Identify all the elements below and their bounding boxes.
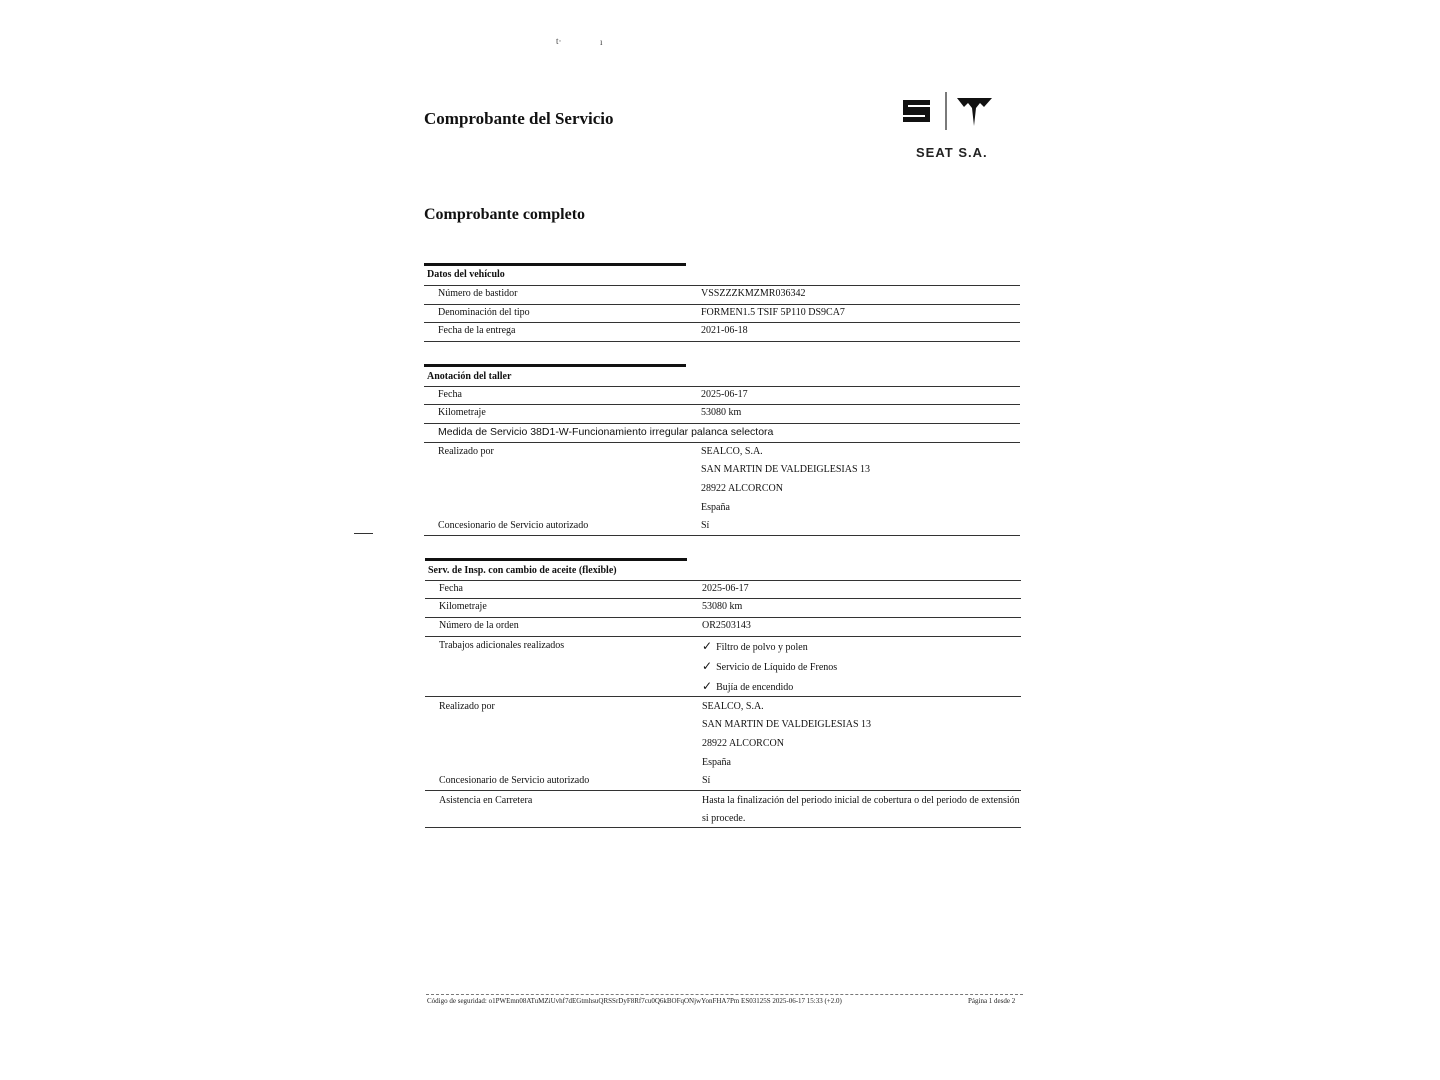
table-row xyxy=(425,601,1021,618)
table-row xyxy=(425,620,1021,637)
section-heading-row xyxy=(424,371,1020,387)
row-label: Kilometraje xyxy=(438,407,486,418)
row-value: VSSZZZKMZMR036342 xyxy=(701,288,806,299)
extra-work-label: Servicio de Líquido de Frenos xyxy=(716,662,838,673)
inspection-section xyxy=(425,558,1021,830)
row-label: Kilometraje xyxy=(439,601,487,612)
check-icon: ✓ xyxy=(702,639,713,653)
row-value: FORMEN1.5 TSIF 5P110 DS9CA7 xyxy=(701,307,845,318)
row-label: Realizado por xyxy=(438,446,494,457)
dealer-line: 28922 ALCORCON xyxy=(702,738,784,749)
dealer-line: SEALCO, S.A. xyxy=(701,446,763,457)
page-title: Comprobante del Servicio xyxy=(424,109,614,128)
row-label: Concesionario de Servicio autorizado xyxy=(438,520,589,531)
row-value: Sí xyxy=(702,775,711,786)
scan-artifact: ı xyxy=(600,37,603,47)
assist-line: si procede. xyxy=(702,813,746,824)
page-number: Página 1 desde 2 xyxy=(968,997,1016,1005)
table-row xyxy=(425,699,1021,791)
section-heading: Datos del vehículo xyxy=(427,269,505,280)
extra-work-item xyxy=(702,659,837,673)
security-code: Código de seguridad: o1PWEmn08ATuMZiUvhf7dEGtmhsuQRSSrDyF8Rf7cu0Q6kBOFqONjwYonFHA7Pm ES03125S 2025-06-17 15:33 (+2.0) xyxy=(427,997,842,1005)
dealer-line: SEALCO, S.A. xyxy=(702,701,764,712)
scan-mark xyxy=(354,533,373,534)
dealer-line: España xyxy=(701,502,730,513)
extra-work-item xyxy=(702,639,808,653)
check-icon: ✓ xyxy=(702,659,713,673)
dealer-line: España xyxy=(702,757,731,768)
section-heading: Serv. de Insp. con cambio de aceite (flexible) xyxy=(428,565,617,576)
extra-work-item xyxy=(702,679,793,693)
row-value: Sí xyxy=(701,520,710,531)
row-label: Trabajos adicionales realizados xyxy=(439,640,565,651)
document-subtitle: Comprobante completo xyxy=(424,206,586,223)
row-label: Denominación del tipo xyxy=(438,307,530,318)
table-row xyxy=(424,307,1020,323)
extra-work-label: Bujía de encendido xyxy=(716,682,794,693)
section-bar xyxy=(424,364,686,367)
workshop-section xyxy=(424,364,1020,538)
row-label: Asistencia en Carretera xyxy=(439,795,533,806)
table-row xyxy=(425,583,1021,599)
section-heading-row xyxy=(425,565,1021,581)
row-value: 2021-06-18 xyxy=(701,325,748,336)
row-label: Número de bastidor xyxy=(438,288,518,299)
row-label: Número de la orden xyxy=(439,620,519,631)
check-icon: ✓ xyxy=(702,679,713,693)
assist-line: Hasta la finalización del periodo inicial de cobertura o del periodo de extensión xyxy=(702,795,1020,806)
table-row xyxy=(424,407,1020,424)
dealer-line: SAN MARTIN DE VALDEIGLESIAS 13 xyxy=(702,719,872,730)
row-label: Concesionario de Servicio autorizado xyxy=(439,775,590,786)
table-row xyxy=(424,288,1020,305)
table-row xyxy=(424,325,1020,342)
dealer-line: 28922 ALCORCON xyxy=(701,483,783,494)
dealer-line: SAN MARTIN DE VALDEIGLESIAS 13 xyxy=(701,464,871,475)
section-bar xyxy=(424,263,686,266)
table-row xyxy=(425,639,1021,697)
row-value: 53080 km xyxy=(701,407,742,418)
row-value: 2025-06-17 xyxy=(702,583,749,594)
section-heading: Anotación del taller xyxy=(427,371,512,382)
company-name: SEAT S.A. xyxy=(916,145,988,160)
table-row xyxy=(425,793,1021,828)
extra-work-label: Filtro de polvo y polen xyxy=(716,642,808,653)
table-row xyxy=(424,445,1020,536)
table-row xyxy=(424,426,1020,443)
scan-artifact: t· xyxy=(556,36,562,46)
row-value: OR2503143 xyxy=(702,620,751,631)
table-row xyxy=(424,389,1020,405)
section-heading-row xyxy=(424,269,1020,286)
row-value: 53080 km xyxy=(702,601,743,612)
row-label: Fecha xyxy=(438,389,462,400)
row-label: Realizado por xyxy=(439,701,495,712)
row-label: Fecha xyxy=(439,583,463,594)
row-label: Fecha de la entrega xyxy=(438,325,516,336)
service-measure: Medida de Servicio 38D1-W-Funcionamiento irregular palanca selectora xyxy=(438,426,774,438)
section-bar xyxy=(425,558,687,561)
row-value: 2025-06-17 xyxy=(701,389,748,400)
vehicle-data-section xyxy=(424,263,1020,343)
footer-rule xyxy=(426,994,1023,995)
